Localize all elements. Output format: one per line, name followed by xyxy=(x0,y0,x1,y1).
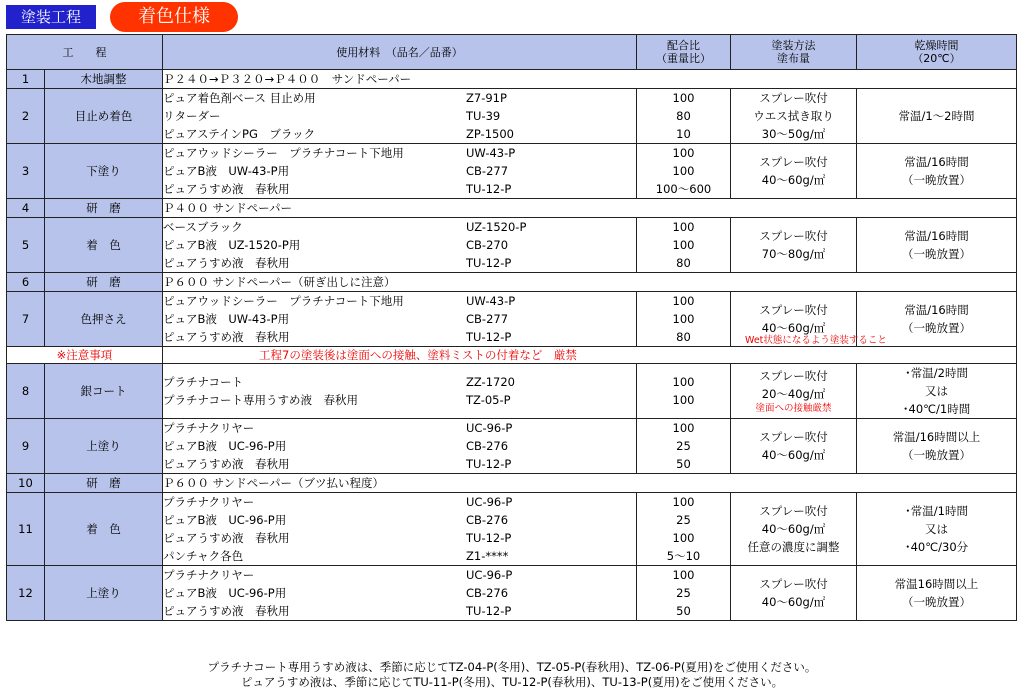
col-method: 塗装方法 塗布量 xyxy=(731,35,857,70)
cell-process: 上塗り xyxy=(45,566,163,621)
method-line: スプレー吹付 xyxy=(759,91,828,105)
material-line xyxy=(163,328,636,346)
material-line xyxy=(163,584,636,602)
ratio-value: 100 xyxy=(672,146,695,160)
cell-no: 9 xyxy=(7,419,45,474)
ratio-value: 100 xyxy=(672,568,695,582)
material-code: TU-39 xyxy=(466,109,501,123)
table-row xyxy=(7,199,1017,218)
material-code: UC-96-P xyxy=(466,421,513,435)
cell-no: 12 xyxy=(7,566,45,621)
cell-ratio xyxy=(637,419,731,474)
material-name: プラチナクリヤー xyxy=(163,421,255,435)
material-code: UZ-1520-P xyxy=(466,220,527,234)
cell-method xyxy=(731,493,857,566)
section-label: 塗装工程 xyxy=(6,5,96,29)
material-name: プラチナコート専用うすめ液 春秋用 xyxy=(163,393,359,407)
material-code: ZZ-1720 xyxy=(466,375,515,389)
dry-line: 又は xyxy=(925,384,948,398)
material-line xyxy=(163,547,636,565)
dry-line: 常温/16時間 xyxy=(904,155,969,169)
material-name: ピュアうすめ液 春秋用 xyxy=(163,604,290,618)
material-line xyxy=(163,236,636,254)
footnote-1: プラチナコート専用うすめ液は、季節に応じてTZ-04-P(冬用)、TZ-05-P(春秋用)、TZ-06-P(夏用)をご使用ください。 xyxy=(207,660,817,674)
dry-line: 常温/16時間以上 xyxy=(892,430,981,444)
material-name: ピュアうすめ液 春秋用 xyxy=(163,256,290,270)
cell-process: 研 磨 xyxy=(45,199,163,218)
ratio-value: 100 xyxy=(672,220,695,234)
material-line xyxy=(163,493,636,511)
table-row xyxy=(7,474,1017,493)
method-line: スプレー吹付 xyxy=(759,155,828,169)
material-line xyxy=(163,180,636,198)
method-line: 20～40g/㎡ xyxy=(761,387,826,401)
material-name: プラチナクリヤー xyxy=(163,568,255,582)
cell-no: 1 xyxy=(7,70,45,89)
material-line xyxy=(163,162,636,180)
material-code: CB-270 xyxy=(466,238,509,252)
cell-wide: Ｐ４００ サンドペーパー xyxy=(163,199,1017,218)
dry-line: （一晩放置） xyxy=(902,321,971,335)
material-code: CB-276 xyxy=(466,439,509,453)
material-name: ピュアウッドシーラー プラチナコート下地用 xyxy=(163,146,404,160)
material-line xyxy=(163,391,636,409)
material-line xyxy=(163,419,636,437)
cell-method xyxy=(731,292,887,347)
cell-materials xyxy=(163,364,637,419)
cell-ratio xyxy=(637,364,731,419)
ratio-value: 100 xyxy=(672,393,695,407)
material-name: リターダー xyxy=(163,109,221,123)
ratio-value: 50 xyxy=(676,604,691,618)
cell-process: 研 磨 xyxy=(45,273,163,292)
method-line: スプレー吹付 xyxy=(759,369,828,383)
cell-method xyxy=(731,364,857,419)
cell-no: 3 xyxy=(7,144,45,199)
ratio-value: 100 xyxy=(672,375,695,389)
dry-line: （一晩放置） xyxy=(902,173,971,187)
ratio-value: 100 xyxy=(672,91,695,105)
col-material: 使用材料 （品名／品番） xyxy=(163,35,637,70)
method-line: 70～80g/㎡ xyxy=(761,247,826,261)
cell-ratio xyxy=(637,144,731,199)
cell-materials xyxy=(163,419,637,474)
table-row xyxy=(7,419,1017,474)
material-code: UC-96-P xyxy=(466,568,513,582)
method-line: 任意の濃度に調整 xyxy=(747,540,840,554)
material-name: ピュアうすめ液 春秋用 xyxy=(163,330,290,344)
material-name: ピュアうすめ液 春秋用 xyxy=(163,531,290,545)
material-code: TZ-05-P xyxy=(466,393,511,407)
material-line xyxy=(163,373,636,391)
material-name: ベースブラック xyxy=(163,220,243,234)
ratio-value: 100 xyxy=(672,531,695,545)
cell-materials xyxy=(163,89,637,144)
cell-process: 木地調整 xyxy=(45,70,163,89)
cell-no: 7 xyxy=(7,292,45,347)
material-code: TU-12-P xyxy=(466,256,512,270)
cell-materials xyxy=(163,292,637,347)
cell-method xyxy=(731,218,857,273)
material-line xyxy=(163,566,636,584)
cell-dry xyxy=(857,89,1017,144)
method-line: 30～50g/㎡ xyxy=(761,127,826,141)
material-line xyxy=(163,107,636,125)
cell-process: 色押さえ xyxy=(45,292,163,347)
cell-dry xyxy=(857,493,1017,566)
cell-dry xyxy=(857,364,1017,419)
material-code: TU-12-P xyxy=(466,457,512,471)
footnote-2: ピュアうすめ液は、季節に応じてTU-11-P(冬用)、TU-12-P(春秋用)、TU-13-P(夏用)をご使用ください。 xyxy=(240,675,784,689)
dry-line: ･40℃/1時間 xyxy=(902,402,971,416)
dry-line: 常温/1～2時間 xyxy=(898,109,975,123)
cell-process: 目止め着色 xyxy=(45,89,163,144)
ratio-value: 100 xyxy=(672,495,695,509)
ratio-value: 5～10 xyxy=(666,549,701,563)
method-line: スプレー吹付 xyxy=(759,577,828,591)
material-code: CB-276 xyxy=(466,586,509,600)
material-code: CB-276 xyxy=(466,513,509,527)
material-name: ピュアB液 UW-43-P用 xyxy=(163,164,290,178)
cell-note-label: ※注意事項 xyxy=(7,347,163,364)
cell-no: 8 xyxy=(7,364,45,419)
material-name: パンチャク各色 xyxy=(163,549,244,563)
cell-no: 6 xyxy=(7,273,45,292)
material-name: ピュア着色剤ベース 目止め用 xyxy=(163,91,316,105)
dry-line: （一晩放置） xyxy=(902,247,971,261)
cell-no: 5 xyxy=(7,218,45,273)
material-code: TU-12-P xyxy=(466,330,512,344)
dry-line: （一晩放置） xyxy=(902,595,971,609)
material-code: CB-277 xyxy=(466,164,509,178)
material-line xyxy=(163,144,636,162)
cell-process: 着 色 xyxy=(45,493,163,566)
material-code: UC-96-P xyxy=(466,495,513,509)
method-line: スプレー吹付 xyxy=(759,229,828,243)
material-code: TU-12-P xyxy=(466,531,512,545)
cell-process: 着 色 xyxy=(45,218,163,273)
spec-table xyxy=(6,34,1017,621)
cell-no: 2 xyxy=(7,89,45,144)
ratio-value: 80 xyxy=(676,256,691,270)
method-line: スプレー吹付 xyxy=(759,430,828,444)
method-note: 塗面への接触厳禁 xyxy=(755,403,832,414)
material-name: ピュアB液 UC-96-P用 xyxy=(163,586,287,600)
dry-line: ･常温/1時間 xyxy=(905,504,968,518)
table-row xyxy=(7,70,1017,89)
table-row xyxy=(7,292,1017,347)
cell-ratio xyxy=(637,292,731,347)
material-line xyxy=(163,602,636,620)
material-line xyxy=(163,455,636,473)
ratio-value: 50 xyxy=(676,457,691,471)
method-line: 40～60g/㎡ xyxy=(761,595,826,609)
cell-dry xyxy=(857,144,1017,199)
method-line: スプレー吹付 xyxy=(759,504,828,518)
cell-method xyxy=(731,566,857,621)
method-line: ウエス拭き取り xyxy=(753,109,834,123)
cell-ratio xyxy=(637,493,731,566)
ratio-value: 80 xyxy=(676,330,691,344)
ratio-value: 25 xyxy=(676,439,691,453)
method-line: 40～60g/㎡ xyxy=(761,173,826,187)
cell-process: 下塗り xyxy=(45,144,163,199)
cell-wide: Ｐ２４０→Ｐ３２０→Ｐ４００ サンドペーパー xyxy=(163,70,1017,89)
material-code: CB-277 xyxy=(466,312,509,326)
cell-materials xyxy=(163,218,637,273)
material-code: ZP-1500 xyxy=(466,127,514,141)
material-line xyxy=(163,292,636,310)
material-code: UW-43-P xyxy=(466,294,516,308)
dry-line: ･40℃/30分 xyxy=(904,540,969,554)
cell-ratio xyxy=(637,218,731,273)
ratio-value: 100 xyxy=(672,238,695,252)
method-line: スプレー吹付 xyxy=(759,303,828,317)
material-line xyxy=(163,529,636,547)
material-code: Z1-**** xyxy=(466,549,509,563)
material-name: ピュアステインPG ブラック xyxy=(163,127,316,141)
material-line xyxy=(163,511,636,529)
material-line xyxy=(163,254,636,272)
col-dry: 乾燥時間 （20℃） xyxy=(857,35,1017,70)
cell-method xyxy=(731,144,857,199)
cell-materials xyxy=(163,493,637,566)
material-name: ピュアB液 UC-96-P用 xyxy=(163,513,287,527)
table-row xyxy=(7,566,1017,621)
dry-line: 又は xyxy=(925,522,948,536)
col-ratio: 配合比 （重量比） xyxy=(637,35,731,70)
table-row xyxy=(7,273,1017,292)
material-code: Z7-91P xyxy=(466,91,507,105)
cell-warning: 工程7の塗装後は塗面への接触、塗料ミストの付着など 厳禁 xyxy=(163,347,1017,364)
cell-dry xyxy=(857,419,1017,474)
material-name: ピュアB液 UW-43-P用 xyxy=(163,312,290,326)
table-row xyxy=(7,364,1017,419)
cell-method xyxy=(731,419,857,474)
cell-no: 4 xyxy=(7,199,45,218)
table-row xyxy=(7,89,1017,144)
material-line xyxy=(163,125,636,143)
ratio-value: 100 xyxy=(672,164,695,178)
page-title: 着色仕様 xyxy=(110,2,238,32)
ratio-value: 80 xyxy=(676,109,691,123)
method-line: 40～60g/㎡ xyxy=(761,321,826,335)
material-name: ピュアうすめ液 春秋用 xyxy=(163,457,290,471)
dry-line: 常温/16時間 xyxy=(904,303,969,317)
material-line xyxy=(163,89,636,107)
ratio-value: 100～600 xyxy=(655,182,712,196)
table-row xyxy=(7,218,1017,273)
dry-line: 常温/16時間 xyxy=(904,229,969,243)
ratio-value: 100 xyxy=(672,312,695,326)
table-row xyxy=(7,347,1017,364)
cell-materials xyxy=(163,144,637,199)
table-row xyxy=(7,493,1017,566)
col-step: 工 程 xyxy=(7,35,163,70)
material-name: ピュアB液 UZ-1520-P用 xyxy=(163,238,301,252)
material-line xyxy=(163,218,636,236)
material-code: TU-12-P xyxy=(466,604,512,618)
table-row xyxy=(7,144,1017,199)
cell-dry xyxy=(857,566,1017,621)
cell-ratio xyxy=(637,89,731,144)
material-name: ピュアウッドシーラー プラチナコート下地用 xyxy=(163,294,404,308)
cell-process: 銀コート xyxy=(45,364,163,419)
ratio-value: 10 xyxy=(676,127,691,141)
cell-no: 10 xyxy=(7,474,45,493)
dry-line: ･常温/2時間 xyxy=(905,366,968,380)
material-name: ピュアB液 UC-96-P用 xyxy=(163,439,287,453)
ratio-value: 25 xyxy=(676,513,691,527)
material-name: ピュアうすめ液 春秋用 xyxy=(163,182,290,196)
cell-process: 上塗り xyxy=(45,419,163,474)
ratio-value: 100 xyxy=(672,294,695,308)
dry-line: （一晩放置） xyxy=(902,448,971,462)
material-code: UW-43-P xyxy=(466,146,516,160)
method-line: 40～60g/㎡ xyxy=(761,448,826,462)
cell-ratio xyxy=(637,566,731,621)
material-line xyxy=(163,437,636,455)
wet-note: Wet状態になるよう塗装すること xyxy=(745,335,887,346)
cell-method xyxy=(731,89,857,144)
material-name: プラチナクリヤー xyxy=(163,495,255,509)
cell-no: 11 xyxy=(7,493,45,566)
cell-process: 研 磨 xyxy=(45,474,163,493)
method-line: 40～60g/㎡ xyxy=(761,522,826,536)
material-name: プラチナコート xyxy=(163,375,244,389)
cell-materials xyxy=(163,566,637,621)
material-code: TU-12-P xyxy=(466,182,512,196)
cell-wide: Ｐ６００ サンドペーパー（ブツ払い程度） xyxy=(163,474,1017,493)
cell-wide: Ｐ６００ サンドペーパー（研ぎ出しに注意） xyxy=(163,273,1017,292)
ratio-value: 25 xyxy=(676,586,691,600)
cell-dry xyxy=(857,218,1017,273)
dry-line: 常温16時間以上 xyxy=(894,577,979,591)
material-line xyxy=(163,310,636,328)
ratio-value: 100 xyxy=(672,421,695,435)
